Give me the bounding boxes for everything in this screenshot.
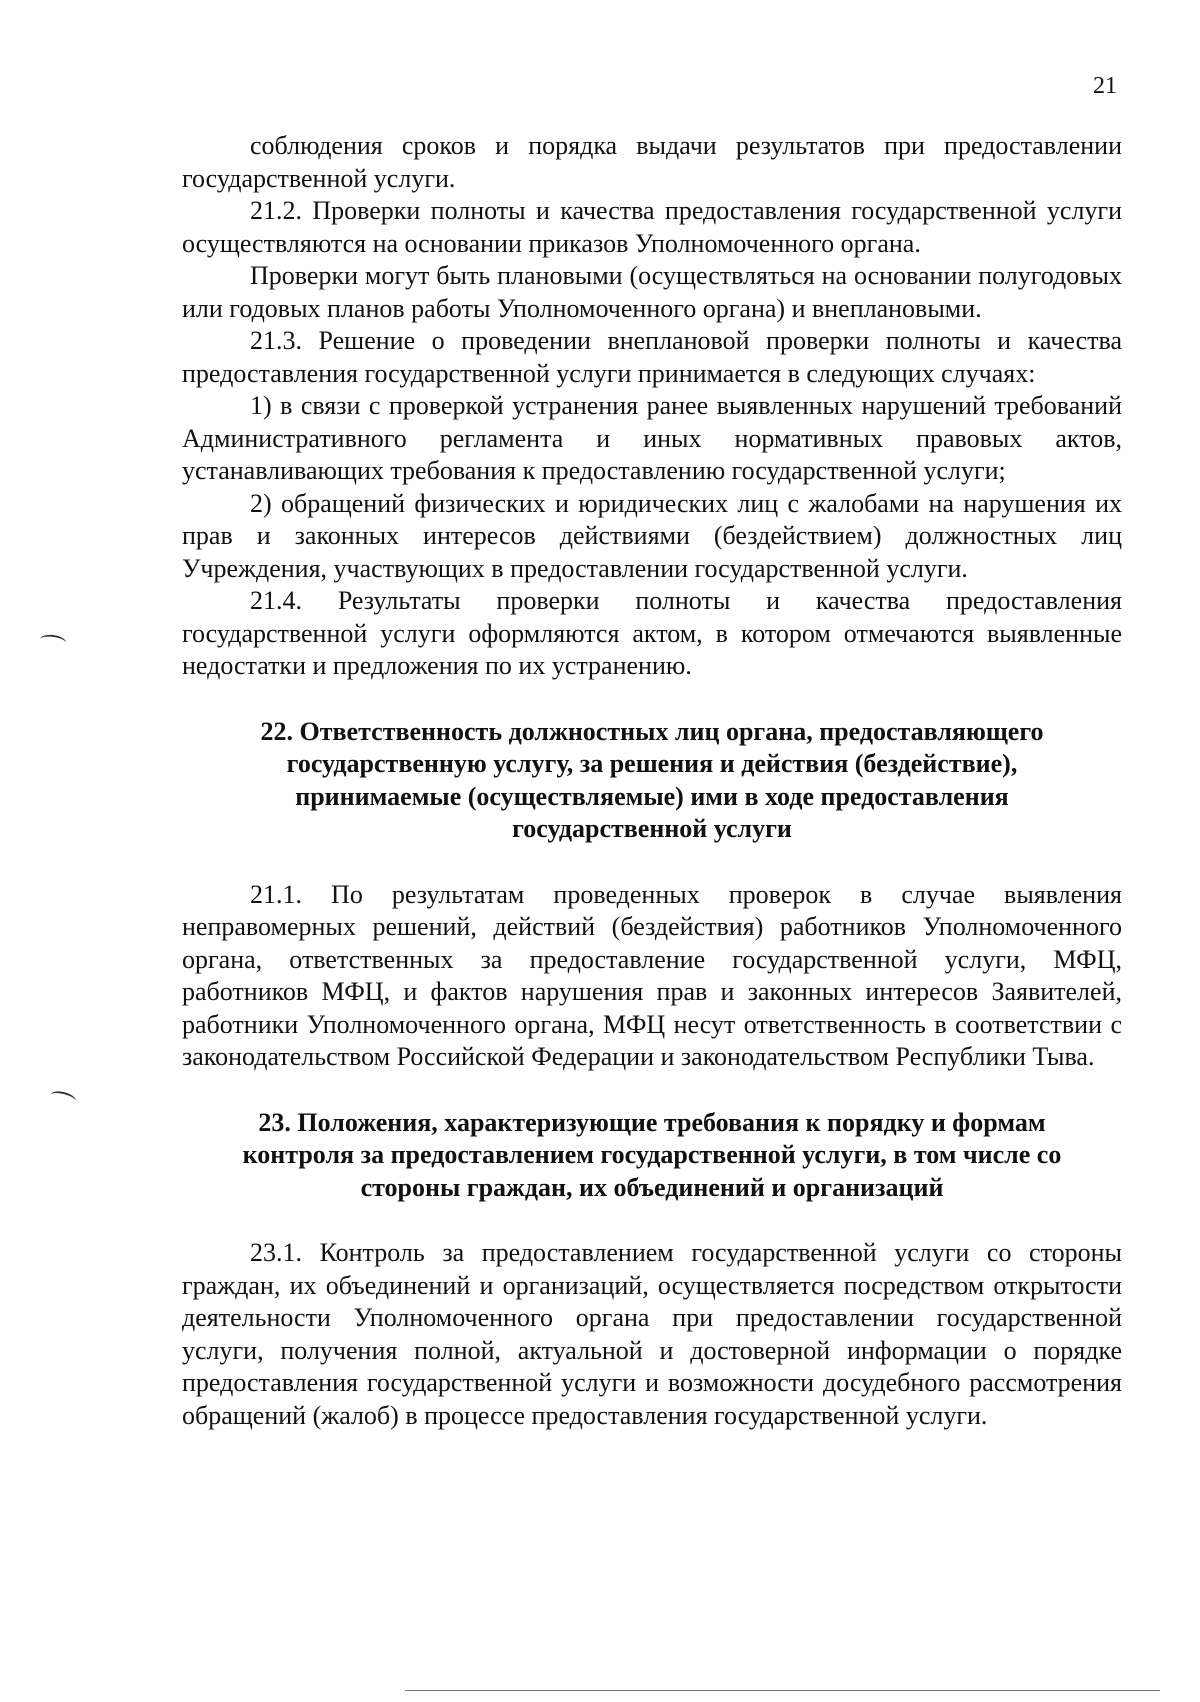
- paragraph: Проверки могут быть плановыми (осуществляться на основании полугодовых или годовых планов работы Уполномоченного органа) и внеплановыми.: [182, 261, 1122, 323]
- paragraph: 23.1. Контроль за предоставлением государственной услуги со стороны граждан, их объединений и организаций, осуществляется посредством открытости деятельности Уполномоченного органа при предоставлении государственной услуги, получения полной, актуальной и достоверной информации о порядке предоставления государственной услуги и возможности досудебного рассмотрения обращений (жалоб) в процессе предоставления государственной услуги.: [182, 1238, 1122, 1430]
- heading-line: 23. Положения, характеризующие требования к порядку и формам: [258, 1107, 1046, 1137]
- paragraph: 21.3. Решение о проведении внеплановой проверки полноты и качества предоставления государственной услуги принимается в следующих случаях:: [182, 326, 1122, 388]
- paragraph: 1) в связи с проверкой устранения ранее выявленных нарушений требований Административного регламента и иных нормативных правовых актов, устанавливающих требования к предоставлению государственной услуги;: [182, 391, 1122, 485]
- section-heading-23: [182, 1107, 1122, 1205]
- margin-pencil-mark: [49, 1089, 77, 1107]
- heading-line: государственной услуги: [512, 814, 792, 843]
- paragraph: 2) обращений физических и юридических лиц с жалобами на нарушения их прав и законных интересов действиями (бездействием) должностных лиц Учреждения, участвующих в предоставлении государственной услуги.: [182, 488, 1122, 583]
- heading-line: государственную услугу, за решения и действия (бездействие),: [286, 749, 1018, 778]
- page-number: 21: [1093, 73, 1117, 99]
- paragraph: 21.2. Проверки полноты и качества предоставления государственной услуги осуществляются на основании приказов Уполномоченного органа.: [182, 196, 1122, 258]
- document-body: [182, 130, 1122, 1432]
- paragraph: 21.4. Результаты проверки полноты и качества предоставления государственной услуги оформляются актом, в котором отмечаются выявленные недостатки и предложения по их устранению.: [182, 586, 1122, 680]
- heading-line: принимаемые (осуществляемые) ими в ходе предоставления: [295, 781, 1009, 811]
- paragraph: соблюдения сроков и порядка выдачи результатов при предоставлении государственной услуги.: [182, 131, 1122, 193]
- section-heading-22: [182, 716, 1122, 846]
- heading-line: контроля за предоставлением государственной услуги, в том числе со: [242, 1140, 1062, 1169]
- paragraph: 21.1. По результатам проведенных проверок в случае выявления неправомерных решений, действий (бездействия) работников Уполномоченного органа, ответственных за предоставление государственной услуги, МФЦ, работников МФЦ, и фактов нарушения прав и законных интересов Заявителей, работники Уполномоченного органа, МФЦ несут ответственность в соответствии с законодательством Российской Федерации и законодательством Республики Тыва.: [182, 879, 1122, 1071]
- heading-line: стороны граждан, их объединений и организаций: [360, 1172, 944, 1202]
- bottom-scan-line: [405, 1690, 1160, 1691]
- heading-line: 22. Ответственность должностных лиц органа, предоставляющего: [260, 716, 1044, 746]
- margin-pencil-mark: [39, 633, 66, 649]
